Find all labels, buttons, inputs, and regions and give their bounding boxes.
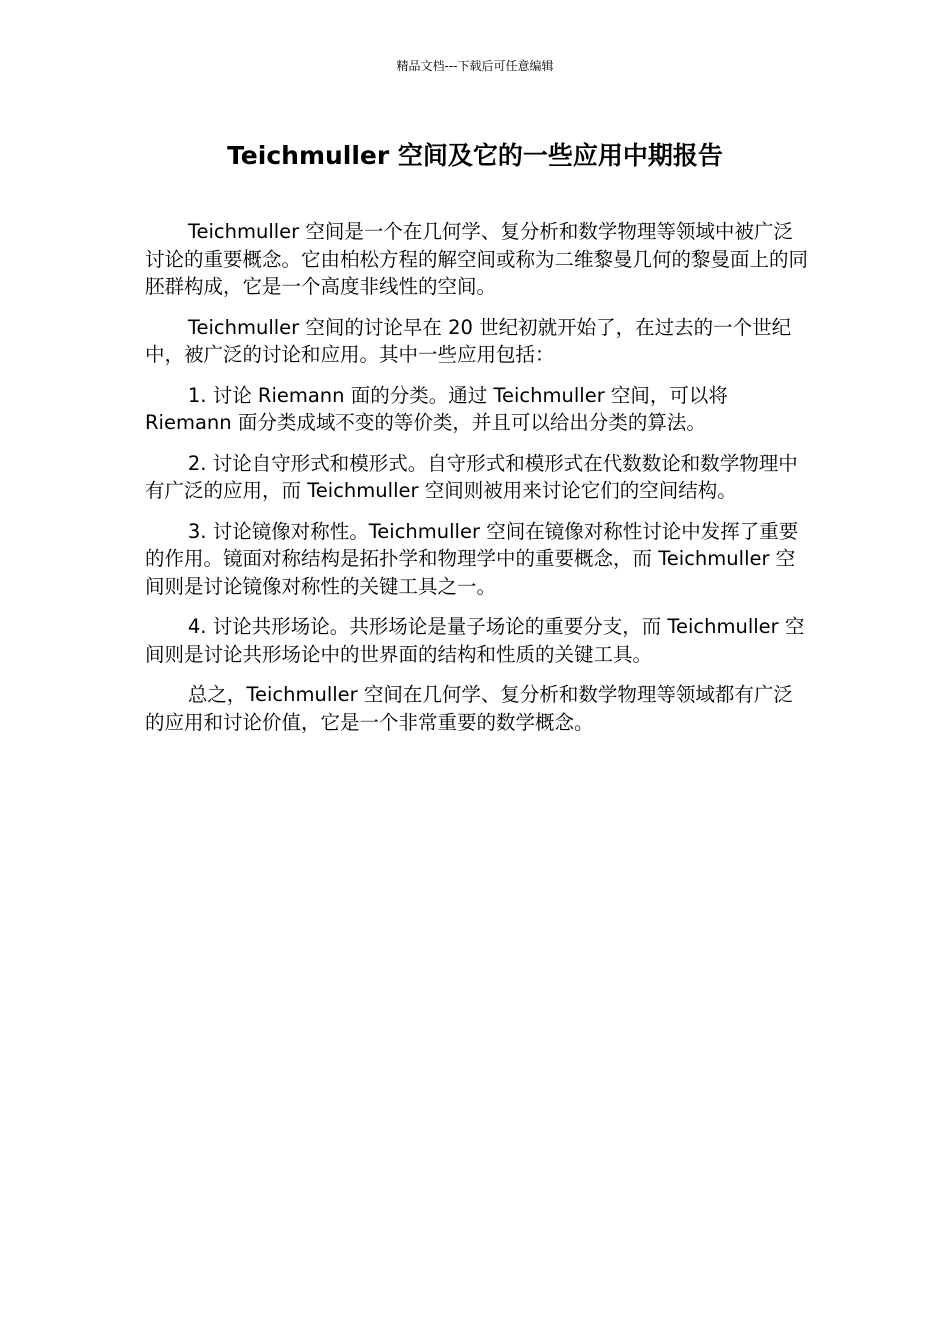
paragraph-application-2: 2. 讨论自守形式和模形式。自守形式和模形式在代数数论和数学物理中有广泛的应用，而 Teichmuller 空间则被用来讨论它们的空间结构。 [145, 451, 798, 502]
paragraph-conclusion: 总之，Teichmuller 空间在几何学、复分析和数学物理等领域都有广泛的应用和讨论价值，它是一个非常重要的数学概念。 [145, 683, 793, 734]
paragraph-history: Teichmuller 空间的讨论早在 20 世纪初就开始了，在过去的一个世纪中，被广泛的讨论和应用。其中一些应用包括： [145, 315, 792, 366]
document-title: Teichmuller 空间及它的一些应用中期报告 [227, 141, 723, 170]
document-body [145, 218, 810, 749]
paragraph-application-3: 3. 讨论镜像对称性。Teichmuller 空间在镜像对称性讨论中发挥了重要的作用。镜面对称结构是拓扑学和物理学中的重要概念，而 Teichmuller 空间则是讨论镜像对称性的关键工具之一。 [145, 519, 799, 598]
paragraph-application-4: 4. 讨论共形场论。共形场论是量子场论的重要分支，而 Teichmuller 空间则是讨论共形场论中的世界面的结构和性质的关键工具。 [145, 615, 805, 666]
page-header-watermark: 精品文档---下载后可任意编辑 [396, 59, 554, 73]
paragraph-intro: Teichmuller 空间是一个在几何学、复分析和数学物理等领域中被广泛讨论的重要概念。它由柏松方程的解空间或称为二维黎曼几何的黎曼面上的同胚群构成，它是一个高度非线性的空间。 [145, 220, 809, 298]
paragraph-application-1: 1. 讨论 Riemann 面的分类。通过 Teichmuller 空间，可以将 Riemann 面分类成域不变的等价类，并且可以给出分类的算法。 [145, 383, 728, 434]
